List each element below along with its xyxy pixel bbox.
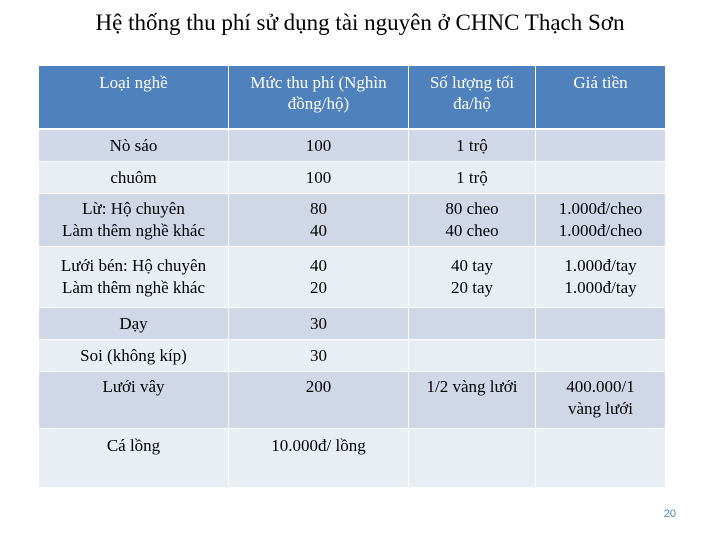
cell-text: 1/2 vàng lưới xyxy=(426,377,518,396)
cell-muc-thu-phi xyxy=(229,129,409,162)
cell-gia-tien xyxy=(536,340,666,372)
cell-text: 1.000đ/tay xyxy=(564,256,637,275)
page-number: 20 xyxy=(663,508,676,520)
header-loai-nghe: Loại nghề xyxy=(39,66,229,130)
cell-text: chuôm xyxy=(110,167,157,187)
cell-gia-tien xyxy=(536,194,666,247)
cell-loai-nghe xyxy=(39,129,229,162)
cell-muc-thu-phi xyxy=(229,247,409,308)
cell-loai-nghe xyxy=(39,429,229,488)
cell-text: Nò sáo xyxy=(109,135,158,155)
cell-loai-nghe xyxy=(39,247,229,308)
cell-so-luong xyxy=(409,340,536,372)
cell-text: 30 xyxy=(310,313,327,333)
cell-text: vàng lưới xyxy=(568,399,633,418)
cell-text: Lưới vây xyxy=(102,377,165,396)
cell-loai-nghe xyxy=(39,162,229,194)
cell-text: 200 xyxy=(305,377,332,396)
table-row xyxy=(39,340,666,372)
cell-gia-tien xyxy=(536,129,666,162)
cell-muc-thu-phi xyxy=(229,194,409,247)
cell-text: 1.000đ/cheo xyxy=(558,199,643,218)
cell-text: 40 xyxy=(310,221,327,240)
cell-text: 1.000đ/cheo xyxy=(558,221,643,240)
cell-loai-nghe xyxy=(39,340,229,372)
cell-text: Lưới bén: Hộ chuyên xyxy=(60,256,207,275)
cell-muc-thu-phi xyxy=(229,308,409,340)
cell-text: Làm thêm nghề khác xyxy=(61,278,206,297)
cell-text: 80 xyxy=(310,199,327,218)
cell-so-luong xyxy=(409,162,536,194)
header-muc-thu-phi: Mức thu phí (Nghìn đồng/hộ) xyxy=(229,66,409,130)
cell-muc-thu-phi xyxy=(229,340,409,372)
cell-text: 40 xyxy=(310,256,327,275)
header-gia-tien: Giá tiền xyxy=(536,66,666,130)
cell-text: 80 cheo xyxy=(445,199,499,218)
cell-muc-thu-phi xyxy=(229,429,409,488)
cell-so-luong xyxy=(409,247,536,308)
table-row xyxy=(39,247,666,308)
cell-text: 30 xyxy=(310,345,327,365)
cell-gia-tien xyxy=(536,429,666,488)
table-row xyxy=(39,429,666,488)
cell-muc-thu-phi xyxy=(229,162,409,194)
cell-text: 1 trộ xyxy=(456,167,488,187)
cell-loai-nghe xyxy=(39,194,229,247)
cell-so-luong xyxy=(409,429,536,488)
table-header-row xyxy=(39,66,666,130)
cell-text: 100 xyxy=(305,135,332,155)
cell-text: 400.000/1 xyxy=(566,377,635,396)
fee-table xyxy=(38,65,666,488)
cell-text: Soi (không kíp) xyxy=(80,345,187,365)
cell-text: 10.000đ/ lồng xyxy=(271,436,366,455)
cell-loai-nghe xyxy=(39,308,229,340)
cell-text: 40 tay xyxy=(450,256,494,275)
cell-text: 1 trộ xyxy=(456,135,488,155)
cell-so-luong xyxy=(409,194,536,247)
cell-text: 100 xyxy=(305,167,332,187)
cell-text: Làm thêm nghề khác xyxy=(61,221,206,240)
cell-so-luong xyxy=(409,308,536,340)
cell-gia-tien xyxy=(536,247,666,308)
table-row xyxy=(39,372,666,429)
cell-text: 1.000đ/tay xyxy=(564,278,637,297)
table-row xyxy=(39,194,666,247)
slide-title: Hệ thống thu phí sử dụng tài nguyên ở CHNC Thạch Sơn xyxy=(95,10,625,35)
cell-text: Lừ: Hộ chuyên xyxy=(82,199,185,218)
table-row xyxy=(39,308,666,340)
cell-text: Dạy xyxy=(119,313,148,333)
table-row xyxy=(39,162,666,194)
cell-text: 20 tay xyxy=(450,278,494,297)
cell-text: 20 xyxy=(310,278,327,297)
header-so-luong: Số lượng tối đa/hộ xyxy=(409,66,536,130)
cell-so-luong xyxy=(409,129,536,162)
cell-text: Cá lồng xyxy=(106,436,161,455)
table-row xyxy=(39,129,666,162)
cell-muc-thu-phi xyxy=(229,372,409,429)
cell-gia-tien xyxy=(536,372,666,429)
cell-gia-tien xyxy=(536,162,666,194)
cell-so-luong xyxy=(409,372,536,429)
cell-loai-nghe xyxy=(39,372,229,429)
cell-gia-tien xyxy=(536,308,666,340)
cell-text: 40 cheo xyxy=(445,221,499,240)
